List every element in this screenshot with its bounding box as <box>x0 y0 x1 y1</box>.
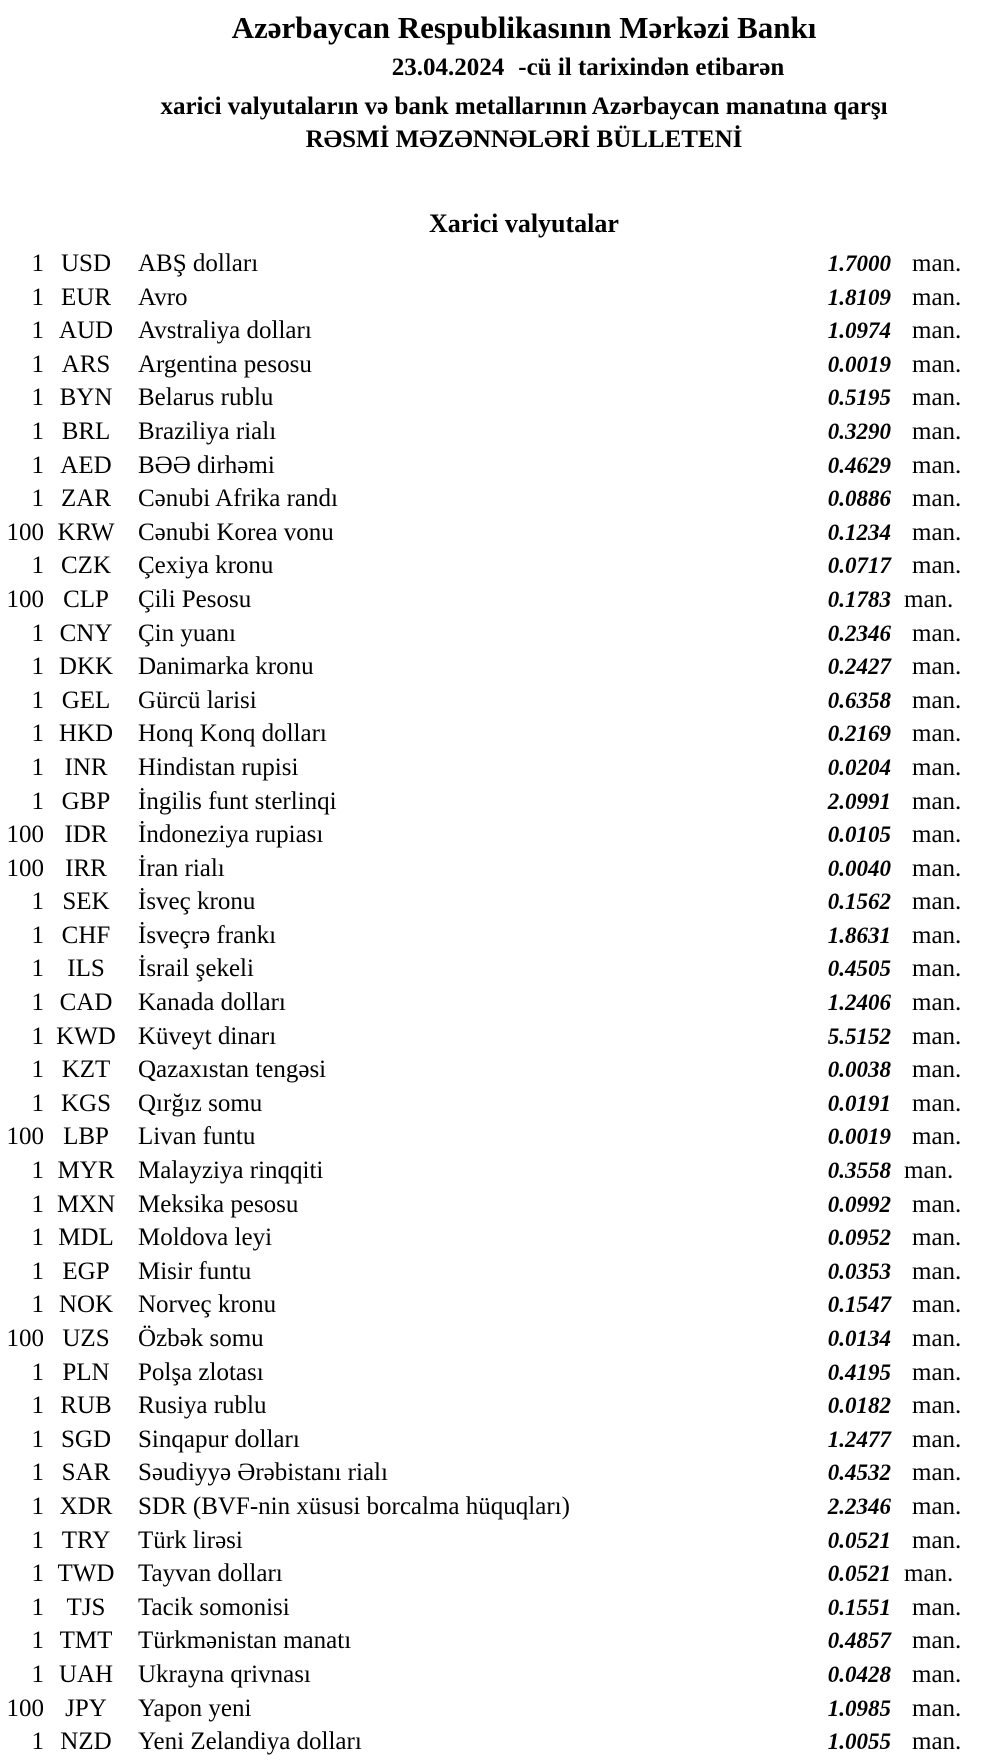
currency-code: NOK <box>58 1291 114 1319</box>
currency-name: Hindistan rupisi <box>138 753 299 781</box>
currency-name: Türkmənistan manatı <box>138 1627 352 1655</box>
rate-value: 0.0019 <box>827 351 891 377</box>
currency-name: Özbək somu <box>138 1325 264 1352</box>
unit-label: man. <box>904 1560 954 1588</box>
currency-name: İsrail şekeli <box>138 955 254 983</box>
quantity: 1 <box>31 1392 44 1420</box>
rate-value: 0.2346 <box>827 620 891 646</box>
currency-code: USD <box>60 250 111 277</box>
unit-label: man. <box>912 1358 962 1386</box>
rate-value: 0.0353 <box>827 1258 891 1284</box>
quantity: 1 <box>31 753 44 781</box>
currency-code: CLP <box>63 585 109 613</box>
unit-label: man. <box>912 1056 962 1084</box>
rate-value: 0.0521 <box>827 1527 891 1553</box>
rate-value: 0.1551 <box>827 1594 891 1620</box>
currency-row <box>0 449 1000 483</box>
unit-label: man. <box>912 1089 962 1117</box>
unit-label: man. <box>912 854 962 882</box>
unit-label: man. <box>912 417 962 445</box>
unit-label: man. <box>912 1190 962 1218</box>
currency-code: TJS <box>66 1593 106 1621</box>
currency-name: Moldova leyi <box>138 1224 273 1252</box>
unit-label: man. <box>912 283 962 311</box>
currency-row <box>0 617 1000 651</box>
quantity: 100 <box>6 585 44 613</box>
quantity: 1 <box>31 1660 44 1688</box>
quantity: 1 <box>31 619 44 647</box>
currency-code: KZT <box>61 1056 111 1084</box>
quantity: 1 <box>31 552 44 580</box>
currency-row <box>0 818 1000 852</box>
unit-label: man. <box>912 888 962 916</box>
currency-row <box>0 650 1000 684</box>
rate-value: 1.8109 <box>827 284 891 310</box>
currency-code: UZS <box>62 1325 110 1352</box>
currency-code: INR <box>64 753 108 781</box>
currency-code: BRL <box>61 417 111 445</box>
unit-label: man. <box>912 1660 962 1688</box>
currency-code: NZD <box>60 1728 112 1756</box>
rate-value: 0.0992 <box>827 1191 891 1217</box>
rate-value: 0.1234 <box>827 519 891 545</box>
currency-name: ABŞ dolları <box>138 250 259 277</box>
currency-row <box>0 348 1000 382</box>
currency-code: UAH <box>58 1660 114 1688</box>
currency-row <box>0 1288 1000 1322</box>
currency-name: Ukrayna qrivnası <box>138 1660 311 1688</box>
rate-value: 0.1783 <box>827 586 891 612</box>
quantity: 1 <box>31 250 44 277</box>
effective-date: 23.04.2024 <box>391 54 505 81</box>
rate-value: 1.0985 <box>827 1695 891 1721</box>
rate-value: 0.4505 <box>827 956 891 982</box>
currency-name: Norveç kronu <box>138 1291 277 1319</box>
unit-label: man. <box>912 753 962 781</box>
rate-value: 5.5152 <box>827 1023 891 1049</box>
currency-name: Tayvan dolları <box>138 1560 283 1588</box>
currency-name: Çexiya kronu <box>138 552 274 580</box>
currency-row <box>0 314 1000 348</box>
currency-code: ILS <box>67 955 105 983</box>
currency-name: Honq Konq dolları <box>138 720 327 748</box>
quantity: 100 <box>6 518 44 546</box>
currency-row <box>0 1087 1000 1121</box>
section-title-foreign-currencies: Xarici valyutalar <box>429 209 619 238</box>
quantity: 1 <box>31 283 44 311</box>
currency-row <box>0 1490 1000 1524</box>
currency-code: BYN <box>59 384 113 412</box>
unit-label: man. <box>912 1728 962 1756</box>
unit-label: man. <box>912 1694 962 1722</box>
quantity: 1 <box>31 1560 44 1588</box>
quantity: 1 <box>31 1492 44 1520</box>
unit-label: man. <box>912 518 962 546</box>
rate-value: 0.4532 <box>827 1460 891 1486</box>
rate-value: 0.0038 <box>827 1057 891 1083</box>
currency-name: İndoneziya rupiası <box>138 821 324 849</box>
currency-code: SAR <box>61 1459 111 1487</box>
quantity: 1 <box>31 1056 44 1084</box>
unit-label: man. <box>904 1157 954 1185</box>
currency-code: KRW <box>57 518 115 546</box>
currency-name: Misir funtu <box>138 1257 252 1285</box>
quantity: 1 <box>31 317 44 345</box>
unit-label: man. <box>912 451 962 479</box>
unit-label: man. <box>912 921 962 949</box>
rate-value: 0.0428 <box>827 1661 891 1687</box>
currency-row <box>0 684 1000 718</box>
unit-label: man. <box>912 317 962 345</box>
quantity: 1 <box>31 955 44 983</box>
rate-value: 0.0521 <box>827 1561 891 1587</box>
rate-value: 1.8631 <box>827 922 891 948</box>
currency-row <box>0 1356 1000 1390</box>
quantity: 1 <box>31 1224 44 1252</box>
currency-code: ARS <box>61 350 111 378</box>
currency-code: SGD <box>60 1425 111 1453</box>
quantity: 1 <box>31 451 44 479</box>
currency-code: PLN <box>62 1358 110 1386</box>
rate-value: 0.2169 <box>827 721 891 747</box>
currency-code: ZAR <box>61 485 111 513</box>
quantity: 1 <box>31 1022 44 1050</box>
currency-row <box>0 247 1000 281</box>
rates-table <box>0 247 1000 1759</box>
unit-label: man. <box>912 821 962 849</box>
unit-label: man. <box>912 653 962 681</box>
currency-code: CZK <box>61 552 111 580</box>
rate-value: 0.0886 <box>827 486 891 512</box>
currency-code: XDR <box>59 1492 113 1520</box>
currency-code: AUD <box>58 317 114 345</box>
currency-row <box>0 919 1000 953</box>
currency-name: Türk lirəsi <box>138 1526 243 1554</box>
currency-row <box>0 986 1000 1020</box>
currency-code: MDL <box>58 1224 114 1252</box>
rate-value: 0.0182 <box>827 1393 891 1419</box>
quantity: 1 <box>31 1728 44 1756</box>
currency-name: Yeni Zelandiya dolları <box>138 1728 362 1756</box>
quantity: 1 <box>31 384 44 412</box>
rate-value: 1.2477 <box>827 1426 891 1452</box>
document-title: RƏSMİ MƏZƏNNƏLƏRİ BÜLLETENİ <box>305 126 743 153</box>
currency-row <box>0 1221 1000 1255</box>
currency-code: GEL <box>61 686 111 714</box>
currency-name: Cənubi Afrika randı <box>138 485 338 513</box>
currency-code: IRR <box>65 854 107 882</box>
rate-value: 0.0204 <box>827 754 891 780</box>
quantity: 1 <box>31 1291 44 1319</box>
currency-name: Çili Pesosu <box>138 585 252 613</box>
unit-label: man. <box>912 787 962 815</box>
unit-label: man. <box>912 1492 962 1520</box>
currency-row <box>0 852 1000 886</box>
currency-code: TWD <box>57 1560 115 1588</box>
rate-value: 2.2346 <box>827 1493 891 1519</box>
rate-value: 0.1562 <box>827 889 891 915</box>
currency-row <box>0 1725 1000 1759</box>
currency-code: RUB <box>60 1392 112 1420</box>
currency-name: Səudiyyə Ərəbistanı rialı <box>138 1459 388 1487</box>
date-suffix: -cü il tarixindən etibarən <box>518 54 785 81</box>
currency-name: Meksika pesosu <box>138 1190 299 1218</box>
rate-value: 0.0040 <box>827 855 891 881</box>
currency-row <box>0 1255 1000 1289</box>
currency-row <box>0 281 1000 315</box>
unit-label: man. <box>904 585 954 613</box>
currency-name: Danimarka kronu <box>138 653 314 681</box>
rate-value: 0.3558 <box>827 1158 891 1184</box>
currency-code: LBP <box>63 1123 109 1151</box>
quantity: 1 <box>31 1593 44 1621</box>
quantity: 1 <box>31 417 44 445</box>
rate-value: 0.0717 <box>827 553 891 579</box>
quantity: 1 <box>31 653 44 681</box>
currency-name: Belarus rublu <box>138 384 274 412</box>
rate-value: 0.0952 <box>827 1225 891 1251</box>
currency-name: İsveçrə frankı <box>138 921 277 949</box>
currency-row <box>0 549 1000 583</box>
unit-label: man. <box>912 955 962 983</box>
currency-name: Kanada dolları <box>138 989 286 1017</box>
quantity: 100 <box>6 821 44 849</box>
unit-label: man. <box>912 1123 962 1151</box>
unit-label: man. <box>912 686 962 714</box>
currency-row <box>0 1524 1000 1558</box>
currency-name: Cənubi Korea vonu <box>138 518 334 546</box>
rate-value: 0.3290 <box>827 418 891 444</box>
currency-name: Rusiya rublu <box>138 1392 267 1420</box>
quantity: 1 <box>31 921 44 949</box>
quantity: 100 <box>6 1694 44 1722</box>
rate-value: 0.0019 <box>827 1124 891 1150</box>
currency-name: Polşa zlotası <box>138 1358 264 1386</box>
currency-name: Argentina pesosu <box>138 350 312 378</box>
rate-value: 0.6358 <box>827 687 891 713</box>
currency-row <box>0 1154 1000 1188</box>
quantity: 1 <box>31 1089 44 1117</box>
rate-value: 0.4857 <box>827 1628 891 1654</box>
unit-label: man. <box>912 1593 962 1621</box>
currency-name: Qırğız somu <box>138 1089 263 1117</box>
unit-label: man. <box>912 384 962 412</box>
quantity: 1 <box>31 1627 44 1655</box>
unit-label: man. <box>912 552 962 580</box>
bulletin-subtitle: xarici valyutaların və bank metallarının Azərbaycan manatına qarşı <box>160 93 888 120</box>
currency-row <box>0 1423 1000 1457</box>
currency-row <box>0 1053 1000 1087</box>
bank-title: Azərbaycan Respublikasının Mərkəzi Bankı <box>231 10 817 45</box>
quantity: 1 <box>31 720 44 748</box>
currency-row <box>0 717 1000 751</box>
currency-code: SEK <box>62 888 110 916</box>
rate-value: 0.0105 <box>827 822 891 848</box>
currency-name: İngilis funt sterlinqi <box>138 787 337 815</box>
currency-row <box>0 1624 1000 1658</box>
currency-name: BƏƏ dirhəmi <box>138 451 275 479</box>
currency-name: Çin yuanı <box>138 619 236 647</box>
currency-name: SDR (BVF-nin xüsusi borcalma hüquqları) <box>138 1492 570 1520</box>
unit-label: man. <box>912 720 962 748</box>
currency-name: Malayziya rinqqiti <box>138 1157 324 1185</box>
currency-code: CAD <box>59 989 113 1017</box>
currency-row <box>0 1120 1000 1154</box>
currency-name: Qazaxıstan tengəsi <box>138 1056 327 1084</box>
currency-row <box>0 1188 1000 1222</box>
currency-name: İsveç kronu <box>138 888 256 916</box>
quantity: 1 <box>31 350 44 378</box>
quantity: 100 <box>6 1123 44 1151</box>
quantity: 100 <box>6 1325 44 1352</box>
date-line <box>0 54 1000 82</box>
currency-code: TRY <box>61 1526 111 1554</box>
currency-code: HKD <box>58 720 114 748</box>
unit-label: man. <box>912 1291 962 1319</box>
currency-code: AED <box>60 451 112 479</box>
quantity: 1 <box>31 787 44 815</box>
currency-name: Gürcü larisi <box>138 686 257 714</box>
currency-row <box>0 1658 1000 1692</box>
unit-label: man. <box>912 619 962 647</box>
currency-name: Livan funtu <box>138 1123 256 1151</box>
currency-code: KWD <box>56 1022 116 1050</box>
currency-code: GBP <box>61 787 111 815</box>
rate-value: 0.2427 <box>827 654 891 680</box>
quantity: 1 <box>31 1459 44 1487</box>
currency-row <box>0 1389 1000 1423</box>
quantity: 1 <box>31 686 44 714</box>
rate-value: 0.4195 <box>827 1359 891 1385</box>
rate-value: 2.0991 <box>827 788 891 814</box>
currency-name: Avro <box>138 283 188 311</box>
currency-name: Tacik somonisi <box>138 1593 290 1621</box>
unit-label: man. <box>912 485 962 513</box>
quantity: 1 <box>31 1257 44 1285</box>
currency-code: TMT <box>59 1627 113 1655</box>
currency-code: MXN <box>56 1190 116 1218</box>
currency-row <box>0 1557 1000 1591</box>
currency-row <box>0 885 1000 919</box>
rate-value: 0.1547 <box>827 1292 891 1318</box>
currency-row <box>0 415 1000 449</box>
unit-label: man. <box>912 1526 962 1554</box>
currency-name: Sinqapur dolları <box>138 1425 300 1453</box>
currency-row <box>0 482 1000 516</box>
currency-code: IDR <box>64 821 108 849</box>
currency-row <box>0 1692 1000 1726</box>
unit-label: man. <box>912 350 962 378</box>
currency-row <box>0 1322 1000 1356</box>
currency-code: CNY <box>59 619 113 647</box>
rate-value: 0.0191 <box>827 1090 891 1116</box>
quantity: 1 <box>31 1157 44 1185</box>
currency-code: DKK <box>58 653 114 681</box>
unit-label: man. <box>912 1459 962 1487</box>
currency-name: Avstraliya dolları <box>138 317 312 345</box>
currency-row <box>0 1020 1000 1054</box>
rate-value: 0.0134 <box>827 1326 891 1351</box>
rate-value: 1.7000 <box>827 251 891 276</box>
unit-label: man. <box>912 1224 962 1252</box>
quantity: 1 <box>31 1526 44 1554</box>
quantity: 1 <box>31 989 44 1017</box>
currency-row <box>0 1591 1000 1625</box>
rate-value: 0.5195 <box>827 385 891 411</box>
quantity: 1 <box>31 888 44 916</box>
rate-value: 0.4629 <box>827 452 891 478</box>
currency-code: KGS <box>60 1089 111 1117</box>
quantity: 1 <box>31 1425 44 1453</box>
quantity: 1 <box>31 1358 44 1386</box>
unit-label: man. <box>912 1392 962 1420</box>
currency-code: CHF <box>61 921 111 949</box>
currency-code: JPY <box>65 1694 107 1722</box>
unit-label: man. <box>912 1425 962 1453</box>
unit-label: man. <box>912 1627 962 1655</box>
rate-value: 1.2406 <box>827 990 891 1016</box>
currency-code: EUR <box>61 283 111 311</box>
quantity: 1 <box>31 1190 44 1218</box>
quantity: 1 <box>31 485 44 513</box>
currency-row <box>0 583 1000 617</box>
currency-name: Yapon yeni <box>138 1694 252 1722</box>
unit-label: man. <box>912 989 962 1017</box>
quantity: 100 <box>6 854 44 882</box>
rate-value: 1.0974 <box>827 318 891 344</box>
currency-code: MYR <box>57 1157 115 1185</box>
unit-label: man. <box>912 1022 962 1050</box>
unit-label: man. <box>912 250 962 277</box>
currency-row <box>0 952 1000 986</box>
unit-label: man. <box>912 1257 962 1285</box>
currency-row <box>0 751 1000 785</box>
currency-code: EGP <box>62 1257 110 1285</box>
currency-name: İran rialı <box>138 854 225 882</box>
currency-row <box>0 516 1000 550</box>
rate-value: 1.0055 <box>827 1729 891 1755</box>
currency-row <box>0 1456 1000 1490</box>
currency-name: Braziliya rialı <box>138 417 277 445</box>
currency-name: Küveyt dinarı <box>138 1022 277 1050</box>
unit-label: man. <box>912 1325 962 1352</box>
currency-row <box>0 785 1000 819</box>
currency-row <box>0 381 1000 415</box>
